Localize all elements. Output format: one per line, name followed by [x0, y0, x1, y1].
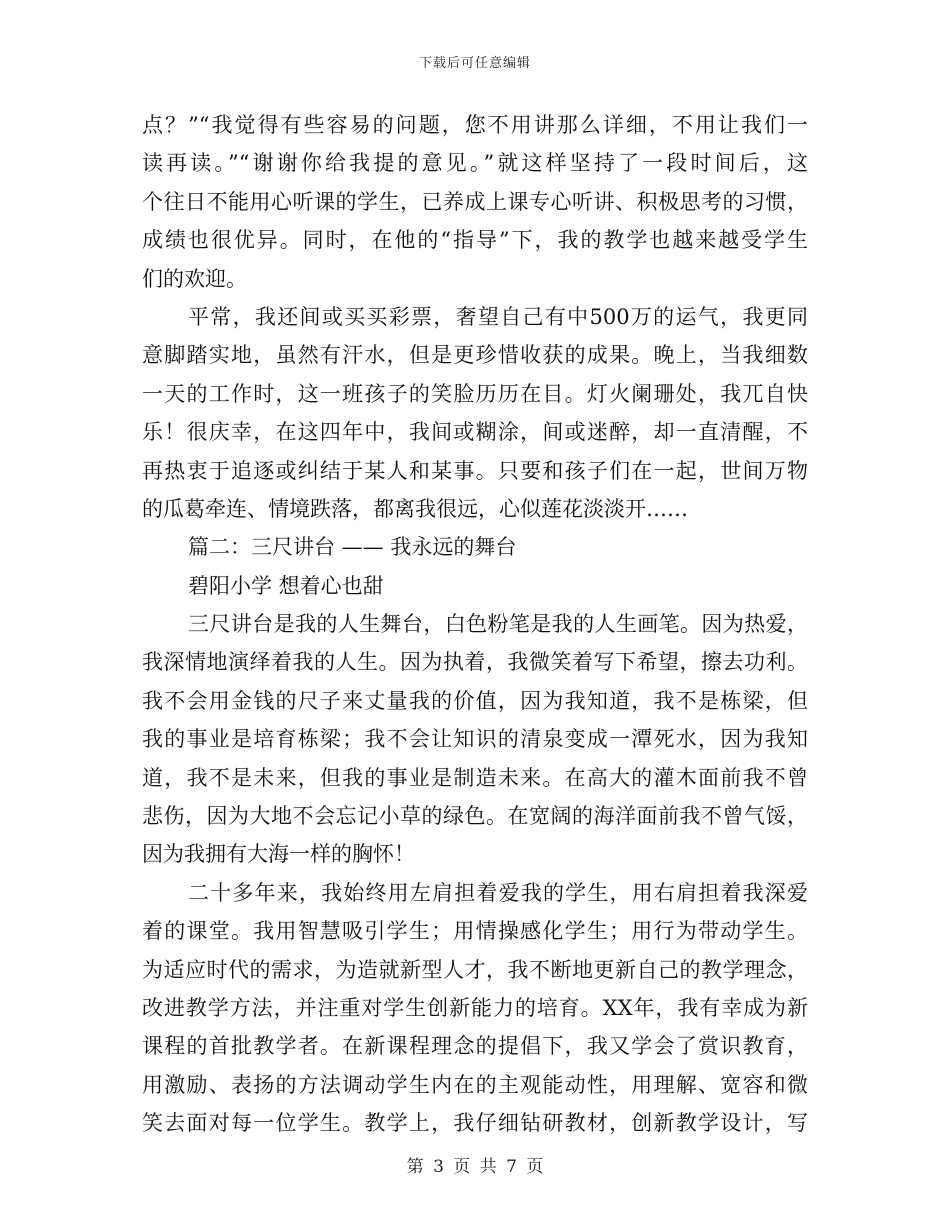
text-line: 读再读。”“谢谢你给我提的意见。”就这样坚持了一段时间后，这: [142, 151, 808, 176]
text-line: 悲伤，因为大地不会忘记小草的绿色。在宽阔的海洋面前我不曾气馁，: [142, 804, 808, 829]
text-line: 道，我不是未来，但我的事业是制造未来。在高大的灌木面前我不曾: [142, 765, 808, 790]
text-line: 再热衷于追逐或纠结于某人和某事。只要和孩子们在一起，世间万物: [142, 458, 808, 483]
text-line: 点？”“我觉得有些容易的问题，您不用讲那么详细，不用让我们一: [142, 113, 808, 137]
text-line: 用激励、表扬的方法调动学生内在的主观能动性，用理解、宽容和微: [142, 1072, 808, 1097]
text-line: 碧阳小学 想着心也甜: [188, 573, 384, 598]
text-line: 笑去面对每一位学生。教学上，我仔细钻研教材，创新教学设计，写: [142, 1111, 808, 1136]
text-line: 我的事业是培育栋梁；我不会让知识的清泉变成一潭死水，因为我知: [142, 727, 808, 752]
text-line: 因为我拥有大海一样的胸怀！: [142, 842, 415, 867]
text-line: 篇二：三尺讲台 —— 我永远的舞台: [188, 535, 517, 560]
text-line: 我深情地演绎着我的人生。因为执着，我微笑着写下希望，擦去功利。: [142, 650, 808, 675]
text-line: 成绩也很优异。同时，在他的“指导”下，我的教学也越来越受学生: [142, 228, 808, 253]
text-line: 平常，我还间或买买彩票，奢望自己有中500万的运气，我更同: [188, 304, 808, 329]
text-line: 二十多年来，我始终用左肩担着爱我的学生，用右肩担着我深爱: [188, 880, 808, 905]
document-body: [142, 106, 808, 1143]
text-line: 我不会用金钱的尺子来丈量我的价值，因为我知道，我不是栋梁，但: [142, 688, 808, 713]
text-line: 三尺讲台是我的人生舞台，白色粉笔是我的人生画笔。因为热爱，: [188, 612, 808, 637]
text-line: 一天的工作时，这一班孩子的笑脸历历在目。灯火阑珊处，我兀自快: [142, 381, 808, 406]
text-line: 们的欢迎。: [142, 266, 247, 291]
text-line: 个往日不能用心听课的学生，已养成上课专心听讲、积极思考的习惯，: [142, 189, 808, 214]
text-line: 意脚踏实地，虽然有汗水，但是更珍惜收获的成果。晚上，当我细数: [142, 343, 808, 368]
text-line: 改进教学方法，并注重对学生创新能力的培育。XX年，我有幸成为新: [142, 995, 808, 1020]
page-footer: 第 3 页 共 7 页: [406, 1157, 544, 1177]
text-line: 着的课堂。我用智慧吸引学生；用情操感化学生；用行为带动学生。: [142, 919, 808, 944]
text-line: 课程的首批教学者。在新课程理念的提倡下，我又学会了赏识教育，: [142, 1034, 808, 1059]
text-line: 为适应时代的需求，为造就新型人才，我不断地更新自己的教学理念，: [142, 957, 808, 982]
page-header: 下载后可任意编辑: [418, 56, 531, 71]
text-line: 乐！很庆幸，在这四年中，我间或糊涂，间或迷醉，却一直清醒，不: [142, 420, 808, 445]
text-line: 的瓜葛牵连、情境跌落，都离我很远，心似莲花淡淡开……: [142, 496, 688, 521]
